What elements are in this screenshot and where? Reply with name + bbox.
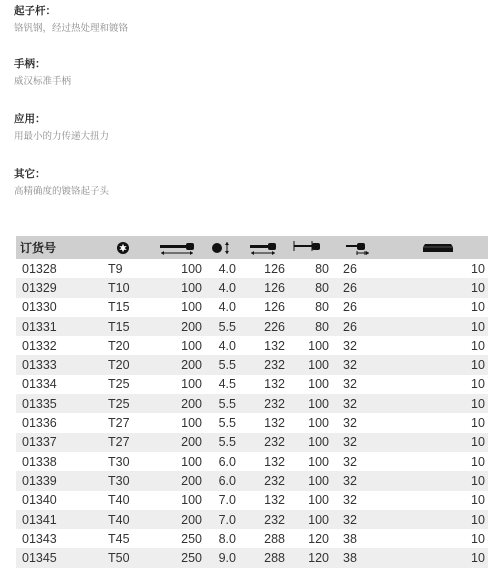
total-length-cell: 232: [240, 433, 285, 452]
order-number-cell: 01336: [22, 416, 57, 431]
blade-length-cell: 100: [285, 394, 329, 413]
handle-length-icon: [329, 236, 387, 259]
torx-size-cell: T30: [94, 471, 152, 490]
torx-size-cell: T9: [108, 261, 123, 276]
overall-length-cell: 100: [181, 416, 202, 431]
handle-length-cell: 32: [343, 416, 357, 431]
table-row: [16, 298, 488, 317]
order-number-cell: 01335: [16, 394, 94, 413]
torx-size-cell: T15: [108, 300, 130, 315]
blade-length-icon: [285, 236, 329, 259]
order-number-cell: 01338: [22, 454, 57, 469]
order-number-cell: 01330: [22, 300, 57, 315]
tip-diameter-cell: 5.5: [202, 355, 240, 374]
blade-length-cell: 80: [285, 278, 329, 297]
total-length-cell: 132: [264, 454, 285, 469]
order-number-cell: 01331: [16, 317, 94, 336]
tip-diameter-cell: 6.0: [202, 471, 240, 490]
blade-length-cell: 100: [308, 454, 329, 469]
table-row: [16, 452, 488, 471]
total-length-cell: 132: [264, 493, 285, 508]
handle-length-cell: 32: [329, 510, 387, 529]
blade-length-cell: 100: [285, 510, 329, 529]
package-qty-cell: 10: [387, 355, 488, 374]
table-row: [16, 433, 488, 452]
product-table: [16, 236, 488, 568]
order-number-header: 订货号: [16, 236, 94, 259]
order-number-cell: 01329: [16, 278, 94, 297]
overall-length-cell: 200: [152, 471, 202, 490]
blade-length-cell: 100: [308, 416, 329, 431]
tip-diameter-cell: 5.5: [202, 394, 240, 413]
order-number-cell: 01343: [22, 531, 57, 546]
tip-diameter-cell: 4.0: [202, 278, 240, 297]
package-qty-cell: 10: [387, 433, 488, 452]
table-row: [16, 510, 488, 529]
torx-size-cell: T15: [94, 317, 152, 336]
package-qty-cell: 10: [471, 454, 485, 469]
total-length-cell: 132: [264, 416, 285, 431]
overall-length-cell: 100: [152, 278, 202, 297]
overall-length-cell: 100: [181, 261, 202, 276]
handle-length-cell: 32: [329, 471, 387, 490]
blade-length-cell: 120: [285, 548, 329, 567]
spec-label: 其它：: [14, 168, 46, 180]
total-length-cell: 232: [240, 471, 285, 490]
package-qty-cell: 10: [387, 317, 488, 336]
package-qty-cell: 10: [387, 278, 488, 297]
overall-length-cell: 100: [181, 338, 202, 353]
spec-label: 手柄：: [14, 58, 46, 70]
table-row: [16, 413, 488, 432]
spec-value: 高精确度的镀铬起子头: [14, 186, 110, 197]
handle-length-cell: 32: [343, 493, 357, 508]
tip-diameter-cell: 4.0: [218, 261, 236, 276]
overall-length-icon: [152, 236, 202, 259]
table-row: [16, 394, 488, 413]
torx-size-cell: T30: [108, 454, 130, 469]
table-row: [16, 375, 488, 394]
order-number-cell: 01332: [22, 338, 57, 353]
torx-size-cell: T40: [108, 493, 130, 508]
tip-diameter-cell: 9.0: [202, 548, 240, 567]
tip-diameter-cell: 6.0: [218, 454, 236, 469]
handle-length-cell: 32: [343, 338, 357, 353]
torx-size-cell: T40: [94, 510, 152, 529]
torx-size-cell: T20: [108, 338, 130, 353]
tip-diameter-cell: 4.5: [218, 377, 236, 392]
total-length-cell: 132: [264, 377, 285, 392]
order-number-cell: 01345: [16, 548, 94, 567]
overall-length-cell: 250: [181, 531, 202, 546]
overall-length-cell: 100: [181, 493, 202, 508]
table-row: [16, 336, 488, 355]
tip-diameter-cell: 7.0: [218, 493, 236, 508]
handle-length-cell: 26: [343, 261, 357, 276]
total-length-cell: 232: [240, 355, 285, 374]
handle-length-cell: 32: [329, 394, 387, 413]
package-qty-cell: 10: [471, 531, 485, 546]
overall-length-cell: 100: [181, 377, 202, 392]
blade-length-cell: 100: [285, 355, 329, 374]
order-number-cell: 01337: [16, 433, 94, 452]
tip-diameter-cell: 5.5: [202, 317, 240, 336]
blade-length-cell: 80: [315, 261, 329, 276]
package-qty-cell: 10: [387, 510, 488, 529]
total-length-cell: 232: [240, 394, 285, 413]
table-row: [16, 355, 488, 374]
package-qty-cell: 10: [387, 548, 488, 567]
spec-value: 铬钒钢，经过热处理和镀铬: [14, 23, 129, 34]
overall-length-cell: 100: [181, 454, 202, 469]
blade-length-cell: 80: [315, 300, 329, 315]
spec-block-other: [14, 167, 109, 199]
table-row: [16, 471, 488, 490]
handle-length-cell: 32: [329, 355, 387, 374]
handle-length-cell: 32: [343, 377, 357, 392]
tip-diameter-icon: [202, 236, 240, 259]
blade-length-cell: 100: [285, 471, 329, 490]
total-length-cell: 288: [264, 531, 285, 546]
package-qty-cell: 10: [387, 471, 488, 490]
spec-block-handle: [14, 57, 71, 89]
table-row: [16, 259, 488, 278]
package-qty-cell: 10: [471, 493, 485, 508]
blade-length-cell: 80: [285, 317, 329, 336]
total-length-cell: 126: [264, 300, 285, 315]
table-row: [16, 317, 488, 336]
tip-diameter-cell: 4.0: [218, 338, 236, 353]
total-length-cell: 132: [264, 338, 285, 353]
torx-size-cell: T50: [94, 548, 152, 567]
total-length-cell: 126: [240, 278, 285, 297]
order-number-cell: 01334: [22, 377, 57, 392]
torx-star-icon: [94, 236, 152, 259]
package-box-icon: [387, 236, 488, 259]
torx-size-cell: T10: [94, 278, 152, 297]
spec-block-application: [14, 112, 109, 144]
table-row: [16, 529, 488, 548]
handle-length-cell: 32: [329, 433, 387, 452]
order-number-cell: 01339: [16, 471, 94, 490]
blade-length-cell: 100: [285, 433, 329, 452]
package-qty-cell: 10: [471, 416, 485, 431]
order-number-cell: 01333: [16, 355, 94, 374]
table-header-row: [16, 236, 488, 259]
total-length-cell: 126: [264, 261, 285, 276]
package-qty-cell: 10: [471, 377, 485, 392]
overall-length-cell: 250: [152, 548, 202, 567]
order-number-cell: 01328: [22, 261, 57, 276]
torx-size-cell: T27: [94, 433, 152, 452]
handle-length-cell: 38: [343, 531, 357, 546]
order-number-cell: 01340: [22, 493, 57, 508]
table-row: [16, 491, 488, 510]
package-qty-cell: 10: [471, 261, 485, 276]
table-body: [16, 259, 488, 568]
blade-length-cell: 100: [308, 338, 329, 353]
blade-length-cell: 120: [308, 531, 329, 546]
total-length-icon: [240, 236, 285, 259]
tip-diameter-cell: 5.5: [202, 433, 240, 452]
torx-size-cell: T27: [108, 416, 130, 431]
package-qty-cell: 10: [471, 338, 485, 353]
package-qty-cell: 10: [471, 300, 485, 315]
tip-diameter-cell: 7.0: [202, 510, 240, 529]
table-row: [16, 548, 488, 567]
total-length-cell: 232: [240, 510, 285, 529]
overall-length-cell: 200: [152, 317, 202, 336]
total-length-cell: 288: [240, 548, 285, 567]
handle-length-cell: 26: [329, 278, 387, 297]
handle-length-cell: 26: [343, 300, 357, 315]
handle-length-cell: 26: [329, 317, 387, 336]
overall-length-cell: 200: [152, 433, 202, 452]
overall-length-cell: 200: [152, 355, 202, 374]
tip-diameter-cell: 4.0: [218, 300, 236, 315]
torx-size-cell: T45: [108, 531, 130, 546]
spec-block-shaft: [14, 4, 128, 36]
spec-value: 威汉标准手柄: [14, 76, 72, 87]
torx-size-cell: T20: [94, 355, 152, 374]
spec-value: 用最小的力传递大扭力: [14, 131, 110, 142]
order-number-cell: 01341: [16, 510, 94, 529]
torx-size-cell: T25: [108, 377, 130, 392]
tip-diameter-cell: 8.0: [218, 531, 236, 546]
spec-label: 应用：: [14, 113, 46, 125]
package-qty-cell: 10: [387, 394, 488, 413]
overall-length-cell: 200: [152, 394, 202, 413]
tip-diameter-cell: 5.5: [218, 416, 236, 431]
blade-length-cell: 100: [308, 377, 329, 392]
overall-length-cell: 100: [181, 300, 202, 315]
torx-size-cell: T25: [94, 394, 152, 413]
blade-length-cell: 100: [308, 493, 329, 508]
spec-label: 起子杆：: [14, 5, 56, 17]
overall-length-cell: 200: [152, 510, 202, 529]
table-row: [16, 278, 488, 297]
total-length-cell: 226: [240, 317, 285, 336]
handle-length-cell: 38: [329, 548, 387, 567]
handle-length-cell: 32: [343, 454, 357, 469]
